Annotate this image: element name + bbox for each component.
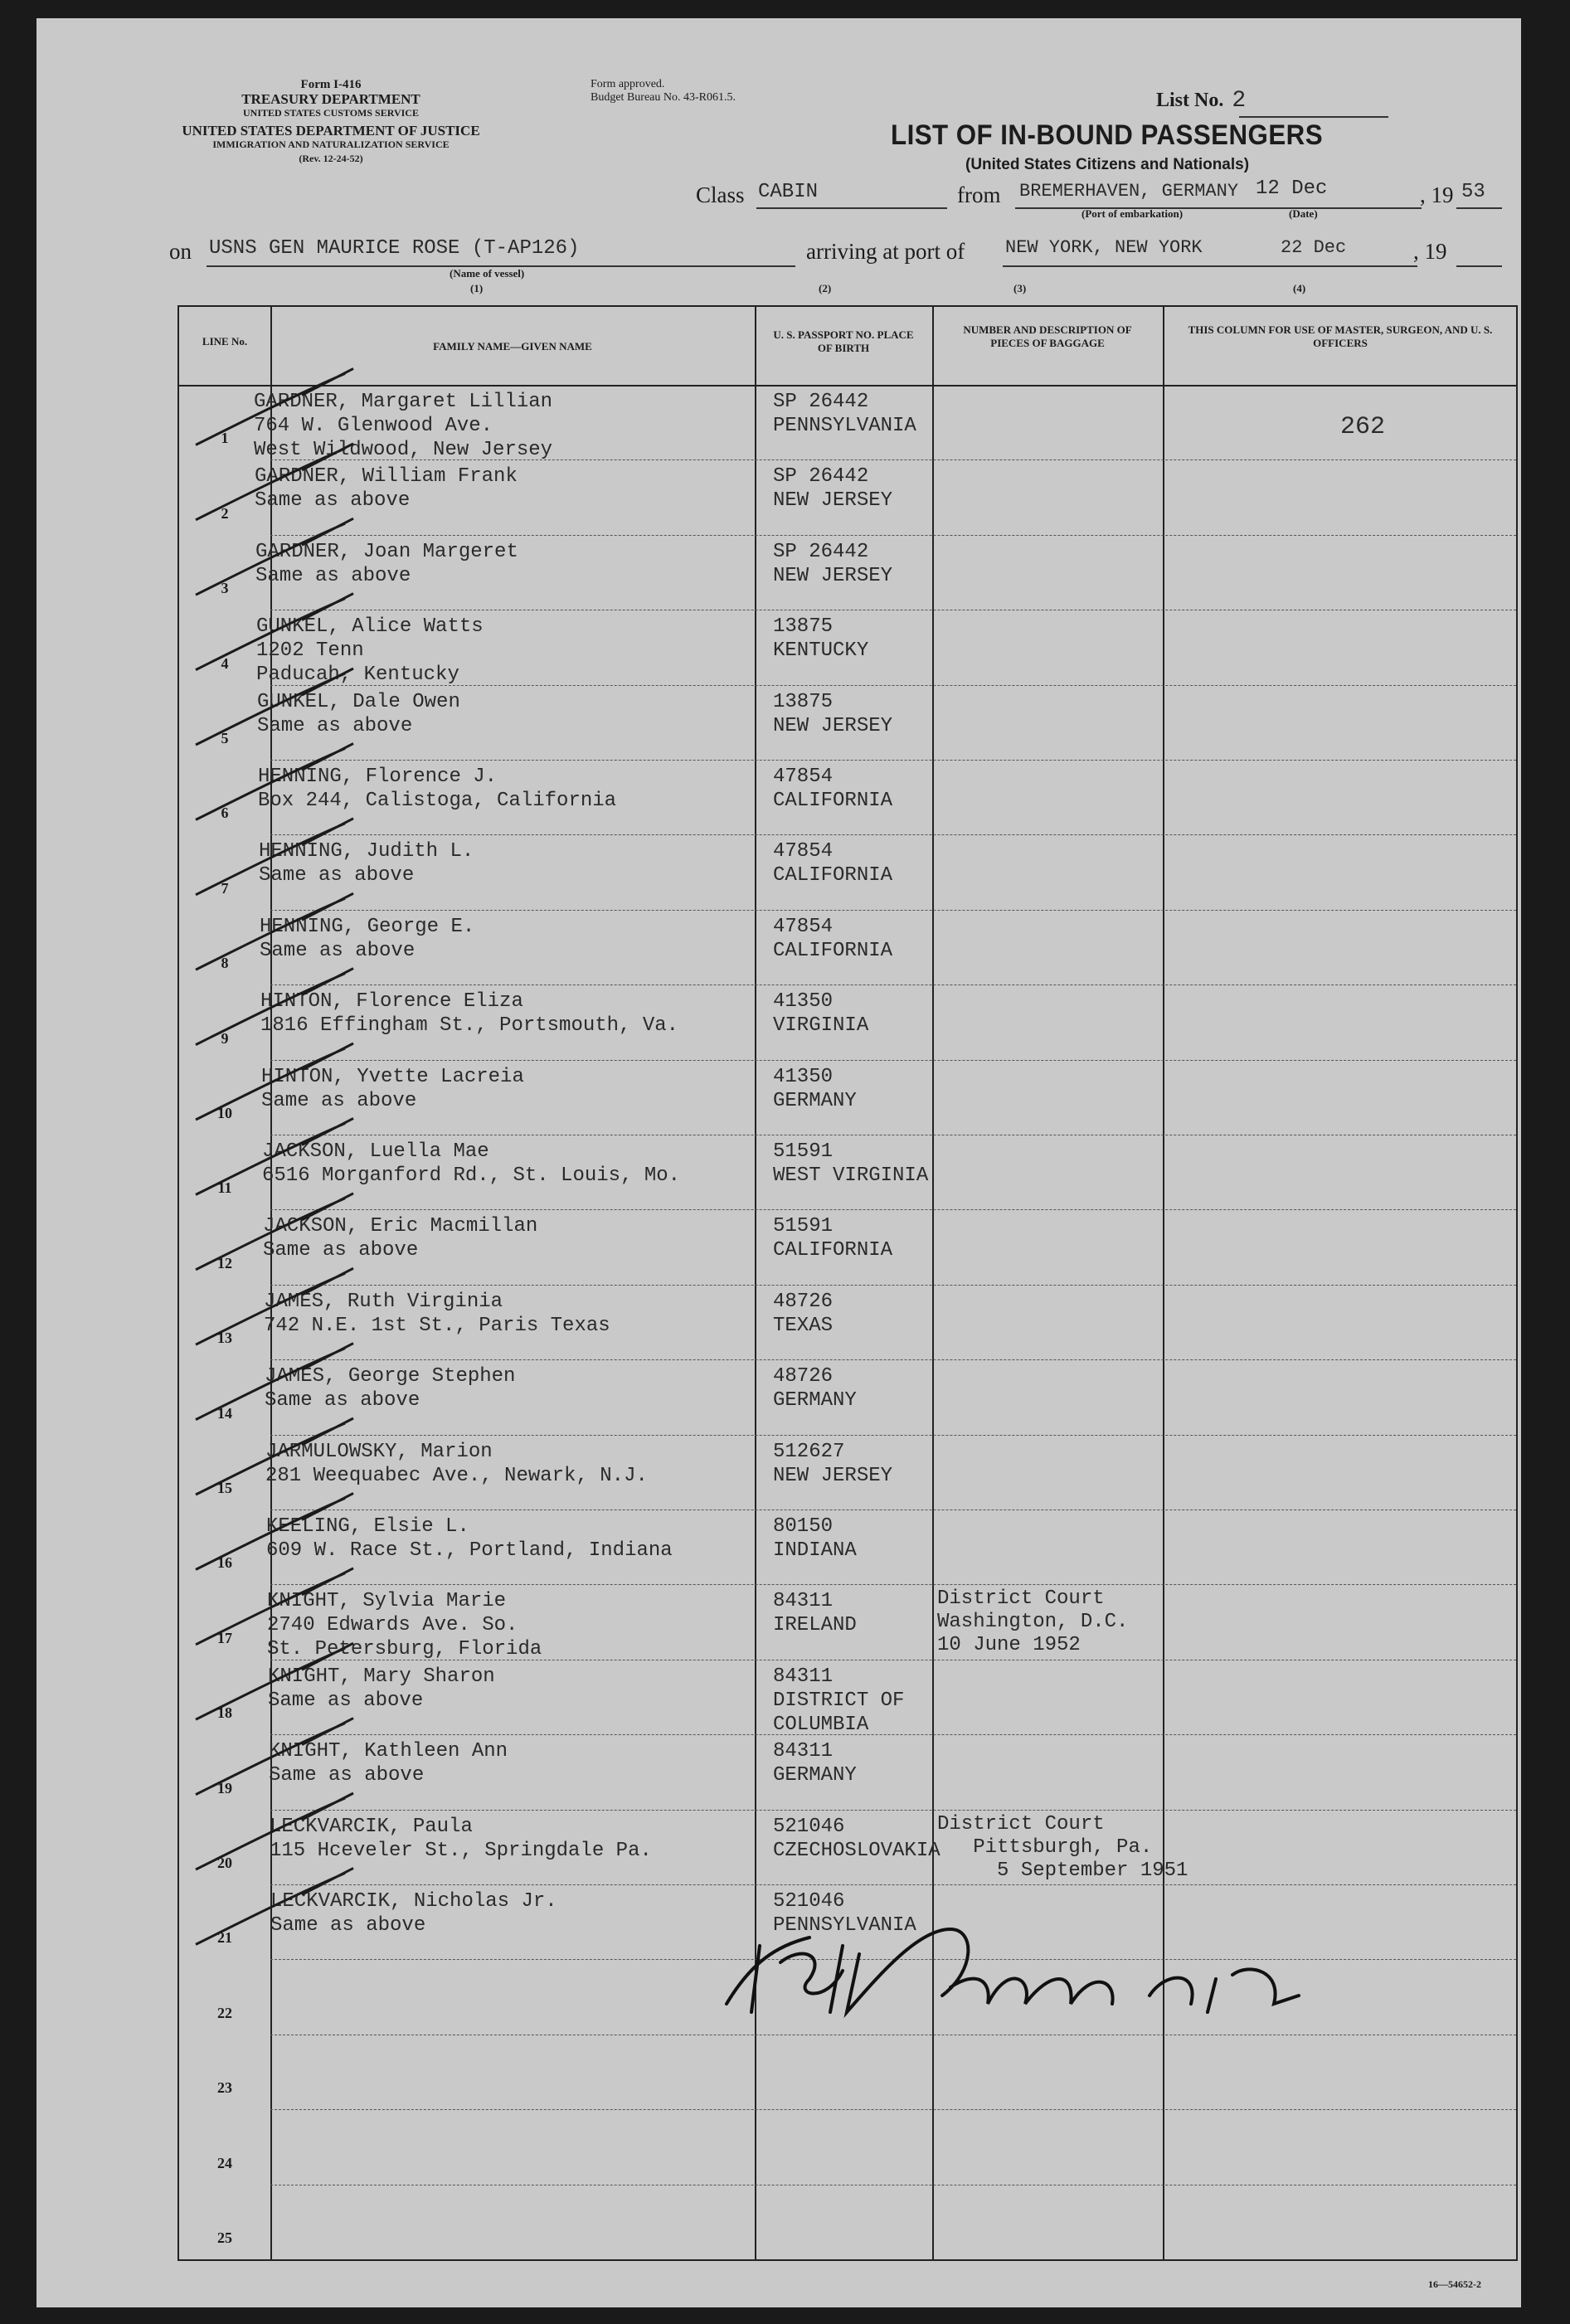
passenger-name-address: HENNING, George E. Same as above (260, 915, 475, 962)
header-name: FAMILY NAME—GIVEN NAME (433, 340, 592, 352)
passenger-name-address: KNIGHT, Kathleen Ann Same as above (269, 1740, 508, 1787)
line-number: 16 (217, 1554, 232, 1572)
passport-birthplace: 521046 CZECHOSLOVAKIA (773, 1815, 941, 1862)
vessel-name: USNS GEN MAURICE ROSE (T-AP126) (209, 237, 580, 260)
line-number: 23 (217, 2079, 232, 2097)
passenger-name-address: GUNKEL, Alice Watts 1202 Tenn Paducah, Kentucky (256, 615, 484, 687)
arrival-year-prefix: , 19 (1413, 239, 1447, 264)
line-number: 13 (217, 1330, 232, 1347)
check-marks (179, 307, 760, 2259)
passenger-name-address: LECKVARCIK, Nicholas Jr. Same as above (270, 1890, 557, 1937)
passenger-table (177, 305, 1518, 2261)
line-number: 20 (217, 1855, 232, 1871)
line-number: 8 (221, 955, 229, 972)
passenger-name-address: JACKSON, Luella Mae 6516 Morganford Rd., St. Louis, Mo. (262, 1140, 681, 1187)
treasury-dept: TREASURY DEPARTMENT (241, 91, 420, 107)
passport-birthplace: 512627 NEW JERSEY (773, 1440, 893, 1487)
passport-birthplace: 51591 CALIFORNIA (773, 1215, 893, 1262)
check-mark (196, 518, 353, 595)
line-number: 6 (221, 805, 229, 822)
check-mark (196, 1118, 353, 1194)
passport-birthplace: 51591 WEST VIRGINIA (773, 1140, 929, 1187)
passport-birthplace: 48726 TEXAS (773, 1290, 834, 1337)
line-number: 9 (221, 1029, 229, 1047)
col-num-3: (3) (1013, 282, 1027, 294)
line-number: 25 (217, 2229, 232, 2246)
line-number: 24 (217, 2154, 232, 2171)
passport-birthplace: 84311 GERMANY (773, 1740, 857, 1787)
check-mark (196, 1568, 353, 1645)
passport-birthplace: 13875 KENTUCKY (773, 615, 869, 663)
on-label: on (169, 239, 192, 264)
justice-dept: UNITED STATES DEPARTMENT OF JUSTICE (182, 123, 480, 139)
page-subtitle: (United States Citizens and Nationals) (965, 156, 1250, 173)
passport-birthplace: SP 26442 NEW JERSEY (773, 540, 893, 587)
header-passport: U. S. PASSPORT NO. PLACE OF BIRTH (773, 328, 914, 354)
check-mark (196, 819, 353, 895)
passenger-name-address: JAMES, George Stephen Same as above (265, 1365, 516, 1412)
list-value: 2 (1232, 88, 1247, 114)
line-number: 19 (217, 1779, 232, 1796)
officer-note: 262 (1340, 413, 1386, 441)
arrival-date: 22 Dec (1281, 237, 1347, 258)
line-number: 18 (217, 1704, 232, 1722)
line-number: 15 (217, 1480, 232, 1496)
class-value: CABIN (758, 181, 819, 203)
form-approved: Form approved. (591, 78, 665, 90)
line-number: 17 (217, 1629, 232, 1646)
check-mark (196, 1043, 353, 1120)
passenger-name-address: JACKSON, Eric Macmillan Same as above (263, 1215, 538, 1262)
line-number: 2 (221, 504, 229, 522)
check-mark (196, 368, 353, 445)
check-mark (196, 669, 353, 745)
line-number: 21 (217, 1929, 232, 1947)
passenger-name-address: KEELING, Elsie L. 609 W. Race St., Portland, Indiana (266, 1515, 673, 1562)
form-agency-block (153, 78, 509, 166)
passport-birthplace: 41350 GERMANY (773, 1065, 857, 1112)
passport-birthplace: 47854 CALIFORNIA (773, 915, 893, 962)
col-num-2: (2) (819, 282, 832, 294)
year-prefix: , 19 (1420, 182, 1454, 207)
form-code: 16—54652-2 (1428, 2278, 1481, 2290)
passenger-name-address: GARDNER, William Frank Same as above (255, 465, 518, 513)
passenger-name-address: HENNING, Judith L. Same as above (259, 840, 474, 887)
line-number: 5 (221, 730, 229, 746)
line-number: 1 (221, 430, 229, 447)
check-mark (196, 1719, 353, 1795)
customs-service: UNITED STATES CUSTOMS SERVICE (243, 107, 419, 119)
passenger-name-address: JAMES, Ruth Virginia 742 N.E. 1st St., Paris Texas (264, 1290, 610, 1337)
check-mark (196, 1194, 353, 1270)
passenger-name-address: JARMULOWSKY, Marion 281 Weequabec Ave., Newark, N.J. (265, 1440, 648, 1487)
check-mark (196, 594, 353, 670)
line-number: 10 (217, 1105, 232, 1121)
from-label: from (957, 182, 1001, 207)
passenger-name-address: LECKVARCIK, Paula 115 Hceveler St., Springdale Pa. (270, 1815, 652, 1862)
check-mark (196, 444, 353, 520)
passport-birthplace: 521046 PENNSYLVANIA (773, 1890, 916, 1937)
check-mark (196, 743, 353, 819)
check-mark (196, 1793, 353, 1869)
passenger-name-address: KNIGHT, Mary Sharon Same as above (268, 1665, 495, 1712)
check-mark (196, 1643, 353, 1719)
arrival-port: NEW YORK, NEW YORK (1005, 237, 1203, 258)
check-mark (196, 1493, 353, 1569)
list-number (1156, 88, 1246, 114)
passport-birthplace: 48726 GERMANY (773, 1365, 857, 1412)
header-baggage: NUMBER AND DESCRIPTION OF PIECES OF BAGGAGE (963, 323, 1132, 349)
passport-birthplace: 13875 NEW JERSEY (773, 690, 893, 737)
line-number: 12 (217, 1254, 232, 1271)
signature (702, 1913, 1332, 2037)
list-label: List No. (1156, 90, 1224, 111)
baggage-description: District Court Pittsburgh, Pa. 5 September 1951 (937, 1812, 1188, 1882)
header-officers: THIS COLUMN FOR USE OF MASTER, SURGEON, AND U. S. OFFICERS (1188, 323, 1493, 349)
passport-birthplace: 84311 DISTRICT OF COLUMBIA (773, 1665, 905, 1736)
line-number: 7 (221, 879, 229, 897)
passport-birthplace: 47854 CALIFORNIA (773, 766, 893, 812)
line-number: 14 (217, 1404, 232, 1422)
embark-year: 53 (1461, 181, 1485, 203)
baggage-description: District Court Washington, D.C. 10 June 1952 (937, 1587, 1129, 1657)
passenger-name-address: GARDNER, Margaret Lillian 764 W. Glenwood Ave. West Wildwood, New Jersey (254, 391, 553, 461)
passport-birthplace: 84311 IRELAND (773, 1590, 857, 1637)
embark-port: BREMERHAVEN, GERMANY (1019, 181, 1239, 202)
page-title: LIST OF IN-BOUND PASSENGERS (891, 119, 1324, 151)
line-number: 22 (217, 2004, 232, 2021)
passport-birthplace: SP 26442 PENNSYLVANIA (773, 391, 916, 437)
passenger-name-address: GARDNER, Joan Margeret Same as above (255, 540, 518, 587)
check-mark (196, 1868, 353, 1944)
check-mark (196, 1344, 353, 1420)
form-number: Form I-416 (300, 78, 362, 91)
passenger-name-address: HINTON, Florence Eliza 1816 Effingham St., Portsmouth, Va. (260, 990, 679, 1038)
budget-bureau: Budget Bureau No. 43-R061.5. (591, 91, 736, 104)
manifest-page (36, 18, 1521, 2307)
approval-block (591, 78, 736, 105)
ins-service: IMMIGRATION AND NATURALIZATION SERVICE (212, 139, 450, 150)
passport-birthplace: 41350 VIRGINIA (773, 990, 869, 1038)
check-mark (196, 893, 353, 970)
passport-birthplace: 80150 INDIANA (773, 1515, 857, 1562)
col-num-1: (1) (470, 282, 484, 294)
line-number: 4 (221, 654, 229, 672)
embark-date: 12 Dec (1256, 177, 1328, 200)
port-caption: (Port of embarkation) (1082, 207, 1184, 220)
passenger-name-address: HINTON, Yvette Lacreia Same as above (261, 1065, 524, 1112)
check-mark (196, 1418, 353, 1495)
line-number: 3 (221, 580, 229, 597)
passport-birthplace: 47854 CALIFORNIA (773, 840, 893, 887)
passenger-name-address: HENNING, Florence J. Box 244, Calistoga, California (258, 766, 617, 812)
revision-date: (Rev. 12-24-52) (299, 153, 363, 164)
date-caption: (Date) (1289, 207, 1318, 220)
passenger-name-address: GUNKEL, Dale Owen Same as above (257, 690, 460, 737)
passport-birthplace: SP 26442 NEW JERSEY (773, 465, 893, 513)
check-mark (196, 969, 353, 1045)
line-number: 11 (217, 1179, 232, 1197)
arriving-label: arriving at port of (806, 239, 965, 264)
class-label: Class (696, 182, 745, 207)
vessel-caption: (Name of vessel) (450, 267, 525, 280)
passenger-name-address: KNIGHT, Sylvia Marie 2740 Edwards Ave. So. St. Petersburg, Florida (267, 1590, 542, 1661)
col-num-4: (4) (1293, 282, 1306, 294)
header-line-no: LINE No. (202, 335, 248, 348)
check-mark (196, 1268, 353, 1344)
